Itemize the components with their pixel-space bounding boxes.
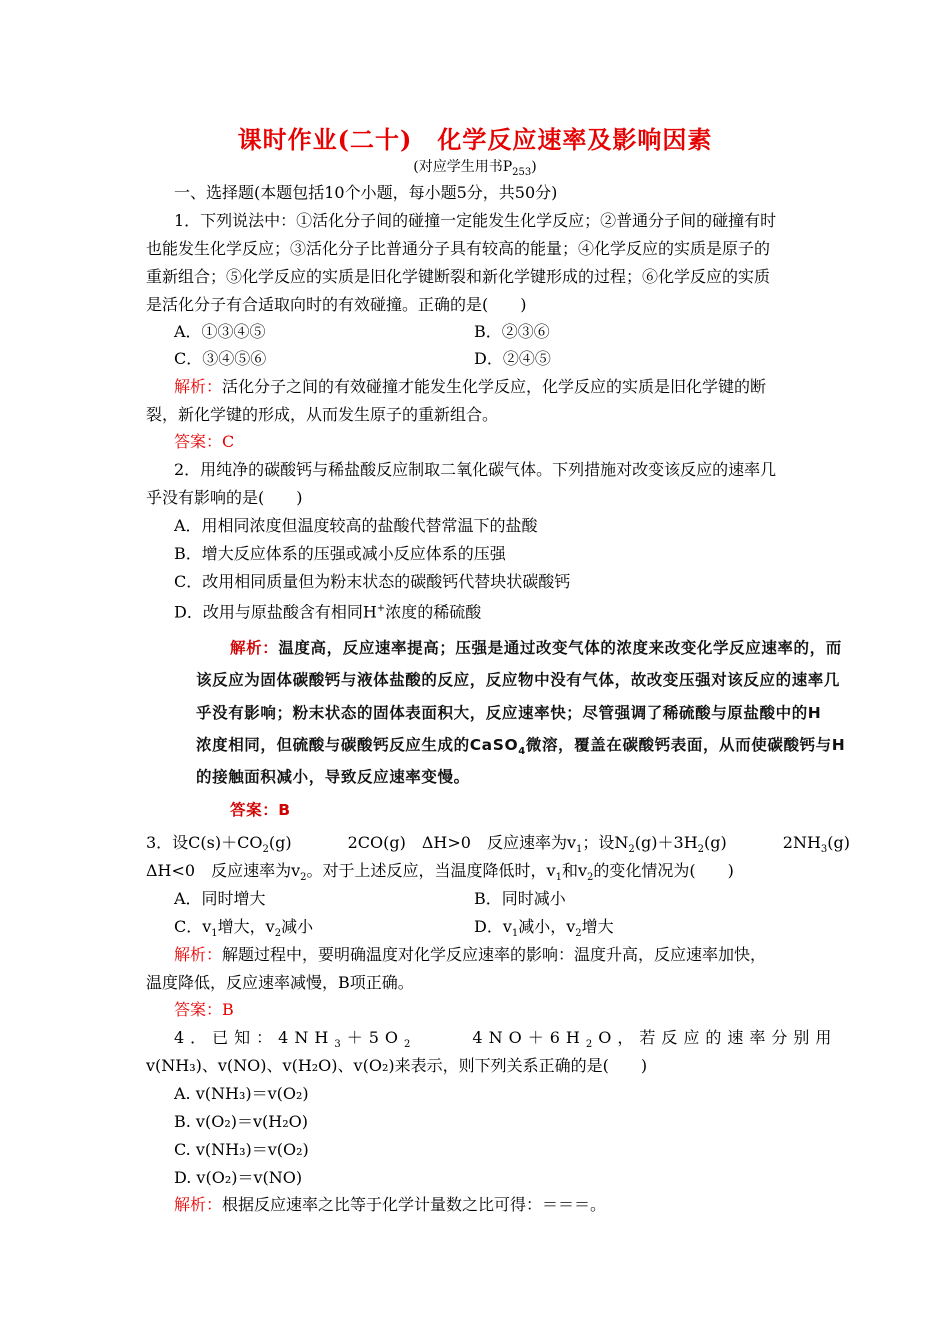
q1-option-c: C．③④⑤⑥ <box>174 349 267 368</box>
q4-option-a: A. v(NH₃)＝v(O₂) <box>174 1084 309 1103</box>
q1-stem-line-1: 1．下列说法中：①活化分子间的碰撞一定能发生化学反应；②普通分子间的碰撞有时 <box>174 211 777 230</box>
q1-answer: 答案：C <box>174 432 235 451</box>
q2-explanation-line-5: 的接触面积减小，导致反应速率变慢。 <box>196 768 470 786</box>
q1-stem-line-3: 重新组合；⑤化学反应的实质是旧化学键断裂和新化学键形成的过程；⑥化学反应的实质 <box>146 267 771 286</box>
q1-stem-line-4: 是活化分子有合适取向时的有效碰撞。正确的是( ) <box>146 295 527 314</box>
q4-option-d: D. v(O₂)＝v(NO) <box>174 1168 303 1187</box>
q2-option-c: C．改用相同质量但为粉末状态的碳酸钙代替块状碳酸钙 <box>174 572 571 591</box>
explanation-label: 解析： <box>174 377 223 396</box>
q1-option-a: A．①③④⑤ <box>174 322 266 341</box>
q4-stem-line-1: 4．已知：$4NH_3+5O_2$ $4NO+6H_2O$，若反应的速率分别用 <box>174 1028 838 1051</box>
q1-stem-line-2: 也能发生化学反应；③活化分子比普通分子具有较高的能量；④化学反应的实质是原子的 <box>146 239 771 258</box>
scanned-explanation-block <box>196 630 868 830</box>
q1-explanation-line-1: 解析：活化分子之间的有效碰撞才能发生化学反应，化学反应的实质是旧化学键的断 <box>174 377 767 396</box>
q2-option-b: B．增大反应体系的压强或减小反应体系的压强 <box>174 544 506 563</box>
q2-explanation-line-1: 解析：温度高，反应速率提高；压强是通过改变气体的浓度来改变化学反应速率的，而 <box>230 639 842 657</box>
q3-option-c: C．$v_1$增大，$v_2$减小 <box>174 917 314 940</box>
q3-option-b: B．同时减小 <box>474 889 566 908</box>
q4-option-c: C. v(NH₃)＝v(O₂) <box>174 1140 309 1159</box>
q2-stem-line-2: 乎没有影响的是( ) <box>146 488 303 507</box>
q3-explanation-line-1: 解析：解题过程中，要明确温度对化学反应速率的影响：温度升高，反应速率加快， <box>174 945 767 964</box>
q2-option-d: D．改用与原盐酸含有相同H+浓度的稀硫酸 <box>174 602 482 622</box>
q2-explanation-line-2: 该反应为固体碳酸钙与液体盐酸的反应，反应物中没有气体，故改变压强对该反应的速率几 <box>196 671 841 689</box>
q2-stem-line-1: 2．用纯净的碳酸钙与稀盐酸反应制取二氧化碳气体。下列措施对改变该反应的速率几 <box>174 460 777 479</box>
q1-option-b: B．②③⑥ <box>474 322 550 341</box>
page-title: 课时作业(二十) 化学反应速率及影响因素 <box>237 125 713 154</box>
q1-explanation-line-2: 裂，新化学键的形成，从而发生原子的重新组合。 <box>146 405 499 424</box>
q2-option-a: A．用相同浓度但温度较高的盐酸代替常温下的盐酸 <box>174 516 538 535</box>
q3-option-a: A．同时增大 <box>174 889 266 908</box>
q4-explanation: 解析：根据反应速率之比等于化学计量数之比可得：＝＝＝。 <box>174 1195 607 1214</box>
q3-explanation-line-2: 温度降低，反应速率减慢，B项正确。 <box>146 973 414 992</box>
q1-option-d: D．②④⑤ <box>474 349 551 368</box>
page-subtitle: (对应学生用书$P_{253}$) <box>413 159 537 178</box>
q2-explanation-line-4: 浓度相同，但硫酸与碳酸钙反应生成的CaSO$_4$微溶，覆盖在碳酸钙表面，从而使碳酸钙与H <box>196 736 846 758</box>
q2-explanation-line-3: 乎没有影响；粉末状态的固体表面积大，反应速率快；尽管强调了稀硫酸与原盐酸中的H <box>196 704 822 722</box>
section-heading: 一、选择题(本题包括10个小题，每小题5分，共50分) <box>174 183 558 202</box>
q3-stem-line-2: ΔH<0 反应速率为$v_2$。对于上述反应，当温度降低时，$v_1$和$v_2$的变化情况为( ) <box>146 861 734 884</box>
q2-answer: 答案：B <box>230 801 291 819</box>
q3-answer: 答案：B <box>174 1000 234 1019</box>
q4-stem-line-2: v(NH₃)、v(NO)、v(H₂O)、v(O₂)来表示，则下列关系正确的是( ) <box>146 1056 648 1075</box>
q4-option-b: B. v(O₂)＝v(H₂O) <box>174 1112 308 1131</box>
q3-option-d: D．$v_1$减小，$v_2$增大 <box>474 917 614 940</box>
q3-stem-line-1: 3．设$C(s)+CO_2(g)$ 2CO(g) ΔH>0 反应速率为$v_1$；设$N_2(g)+3H_2(g)$ $2NH_3(g)$ <box>146 833 851 856</box>
